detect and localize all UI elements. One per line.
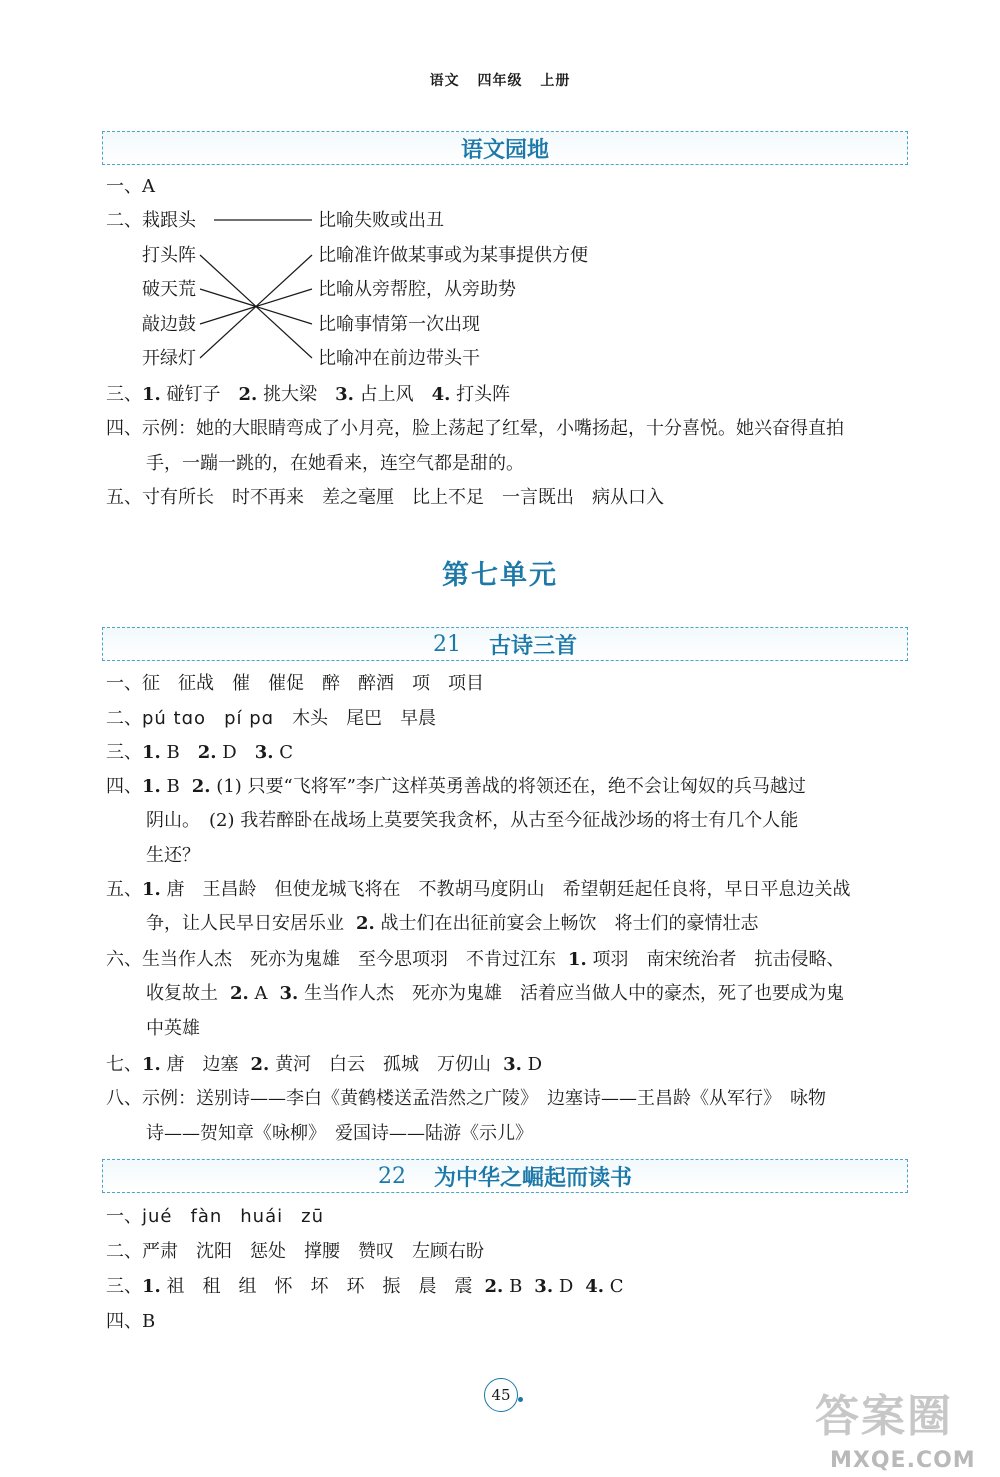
match-right-2: 比喻准许做某事或为某事提供方便 xyxy=(318,245,588,266)
match-right-4: 比喻事情第一次出现 xyxy=(318,314,480,335)
l21-answer-8-line-1: 八、示例：送别诗——李白《黄鹤楼送孟浩然之广陵》 边塞诗——王昌龄《从军行》 咏物 xyxy=(106,1088,826,1109)
l22-answer-1: 一、jué fàn huái zū xyxy=(106,1206,324,1227)
l22-answer-2: 二、严肃 沈阳 惩处 撑腰 赞叹 左顾右盼 xyxy=(106,1241,484,1262)
header-grade: 四年级 xyxy=(477,73,523,89)
l21-answer-5-line-2: 争，让人民早日安居乐业 2. 战士们在出征前宴会上畅饮 将士们的豪情壮志 xyxy=(146,913,759,934)
l21-answer-4-line-2: 阴山。 (2) 我若醉卧在战场上莫要笑我贪杯，从古至今征战沙场的将士有几个人能 xyxy=(146,810,799,831)
l21-answer-6-line-2: 收复故土 2. A 3. 生当作人杰 死亦为鬼雄 活着应当做人中的豪杰，死了也要成为鬼 xyxy=(146,983,845,1004)
answer-1: 一、A xyxy=(106,176,155,197)
match-right-3: 比喻从旁帮腔，从旁助势 xyxy=(318,279,516,300)
lesson-21-banner xyxy=(102,627,908,661)
l22-answer-4: 四、B xyxy=(106,1311,156,1332)
answer-4-line-1: 四、示例：她的大眼睛弯成了小月亮，脸上荡起了红晕，小嘴扬起，十分喜悦。她兴奋得直拍 xyxy=(106,418,844,439)
matching-lines xyxy=(0,0,1000,400)
lesson-21-title: 古诗三首 xyxy=(488,632,577,659)
lesson-22-title: 为中华之崛起而读书 xyxy=(433,1164,632,1191)
answer-3: 三、1. 碰钉子 2. 挑大梁 3. 占上风 4. 打头阵 xyxy=(106,384,511,405)
lesson-22-number: 22 xyxy=(377,1163,406,1189)
answer-5: 五、寸有所长 时不再来 差之毫厘 比上不足 一言既出 病从口入 xyxy=(106,487,664,508)
l21-answer-6-line-1: 六、生当作人杰 死亦为鬼雄 至今思项羽 不肯过江东 1. 项羽 南宋统治者 抗击侵略、 xyxy=(106,949,845,970)
match-left-4: 敲边鼓 xyxy=(142,314,196,335)
l21-answer-5-line-1: 五、1. 唐 王昌龄 但使龙城飞将在 不教胡马度阴山 希望朝廷起任良将，早日平息边关战 xyxy=(106,879,851,900)
page-number: 45 xyxy=(484,1378,518,1412)
l21-answer-6-line-3: 中英雄 xyxy=(146,1018,200,1039)
l21-answer-3: 三、1. B 2. D 3. C xyxy=(106,742,294,763)
section-title: 语文园地 xyxy=(460,136,549,163)
l21-answer-8-line-2: 诗——贺知章《咏柳》 爱国诗——陆游《示儿》 xyxy=(146,1123,533,1144)
header-volume: 上册 xyxy=(540,73,571,89)
lesson-21-number: 21 xyxy=(432,631,461,657)
l21-answer-2: 二、pú tɑo pí pɑ 木头 尾巴 早晨 xyxy=(106,708,437,729)
match-left-5: 开绿灯 xyxy=(142,348,196,369)
watermark-logo: 答案圈 xyxy=(815,1391,953,1442)
l21-answer-1: 一、征 征战 催 催促 醉 醉酒 项 项目 xyxy=(106,673,484,694)
match-left-2: 打头阵 xyxy=(142,245,196,266)
answer-4-line-2: 手，一蹦一跳的，在她看来，连空气都是甜的。 xyxy=(146,453,524,474)
watermark-url: MXQE.COM xyxy=(830,1448,976,1473)
lesson-22-banner xyxy=(102,1159,908,1193)
match-right-5: 比喻冲在前边带头干 xyxy=(318,348,480,369)
match-left-1: 栽跟头 xyxy=(142,210,196,231)
l21-answer-4-line-1: 四、1. B 2. (1) 只要“飞将军”李广这样英勇善战的将领还在，绝不会让匈奴的兵马越过 xyxy=(106,776,806,797)
match-right-1: 比喻失败或出丑 xyxy=(318,210,444,231)
l21-answer-7: 七、1. 唐 边塞 2. 黄河 白云 孤城 万仞山 3. D xyxy=(106,1054,543,1075)
answer-2-row-1: 二、栽跟头 xyxy=(106,210,196,231)
header-subject: 语文 xyxy=(429,73,460,89)
l21-answer-4-line-3: 生还？ xyxy=(146,845,200,866)
match-left-3: 破天荒 xyxy=(142,279,196,300)
unit-title: 第七单元 xyxy=(442,560,558,591)
l22-answer-3: 三、1. 祖 租 组 怀 坏 环 振 晨 震 2. B 3. D 4. C xyxy=(106,1276,624,1297)
